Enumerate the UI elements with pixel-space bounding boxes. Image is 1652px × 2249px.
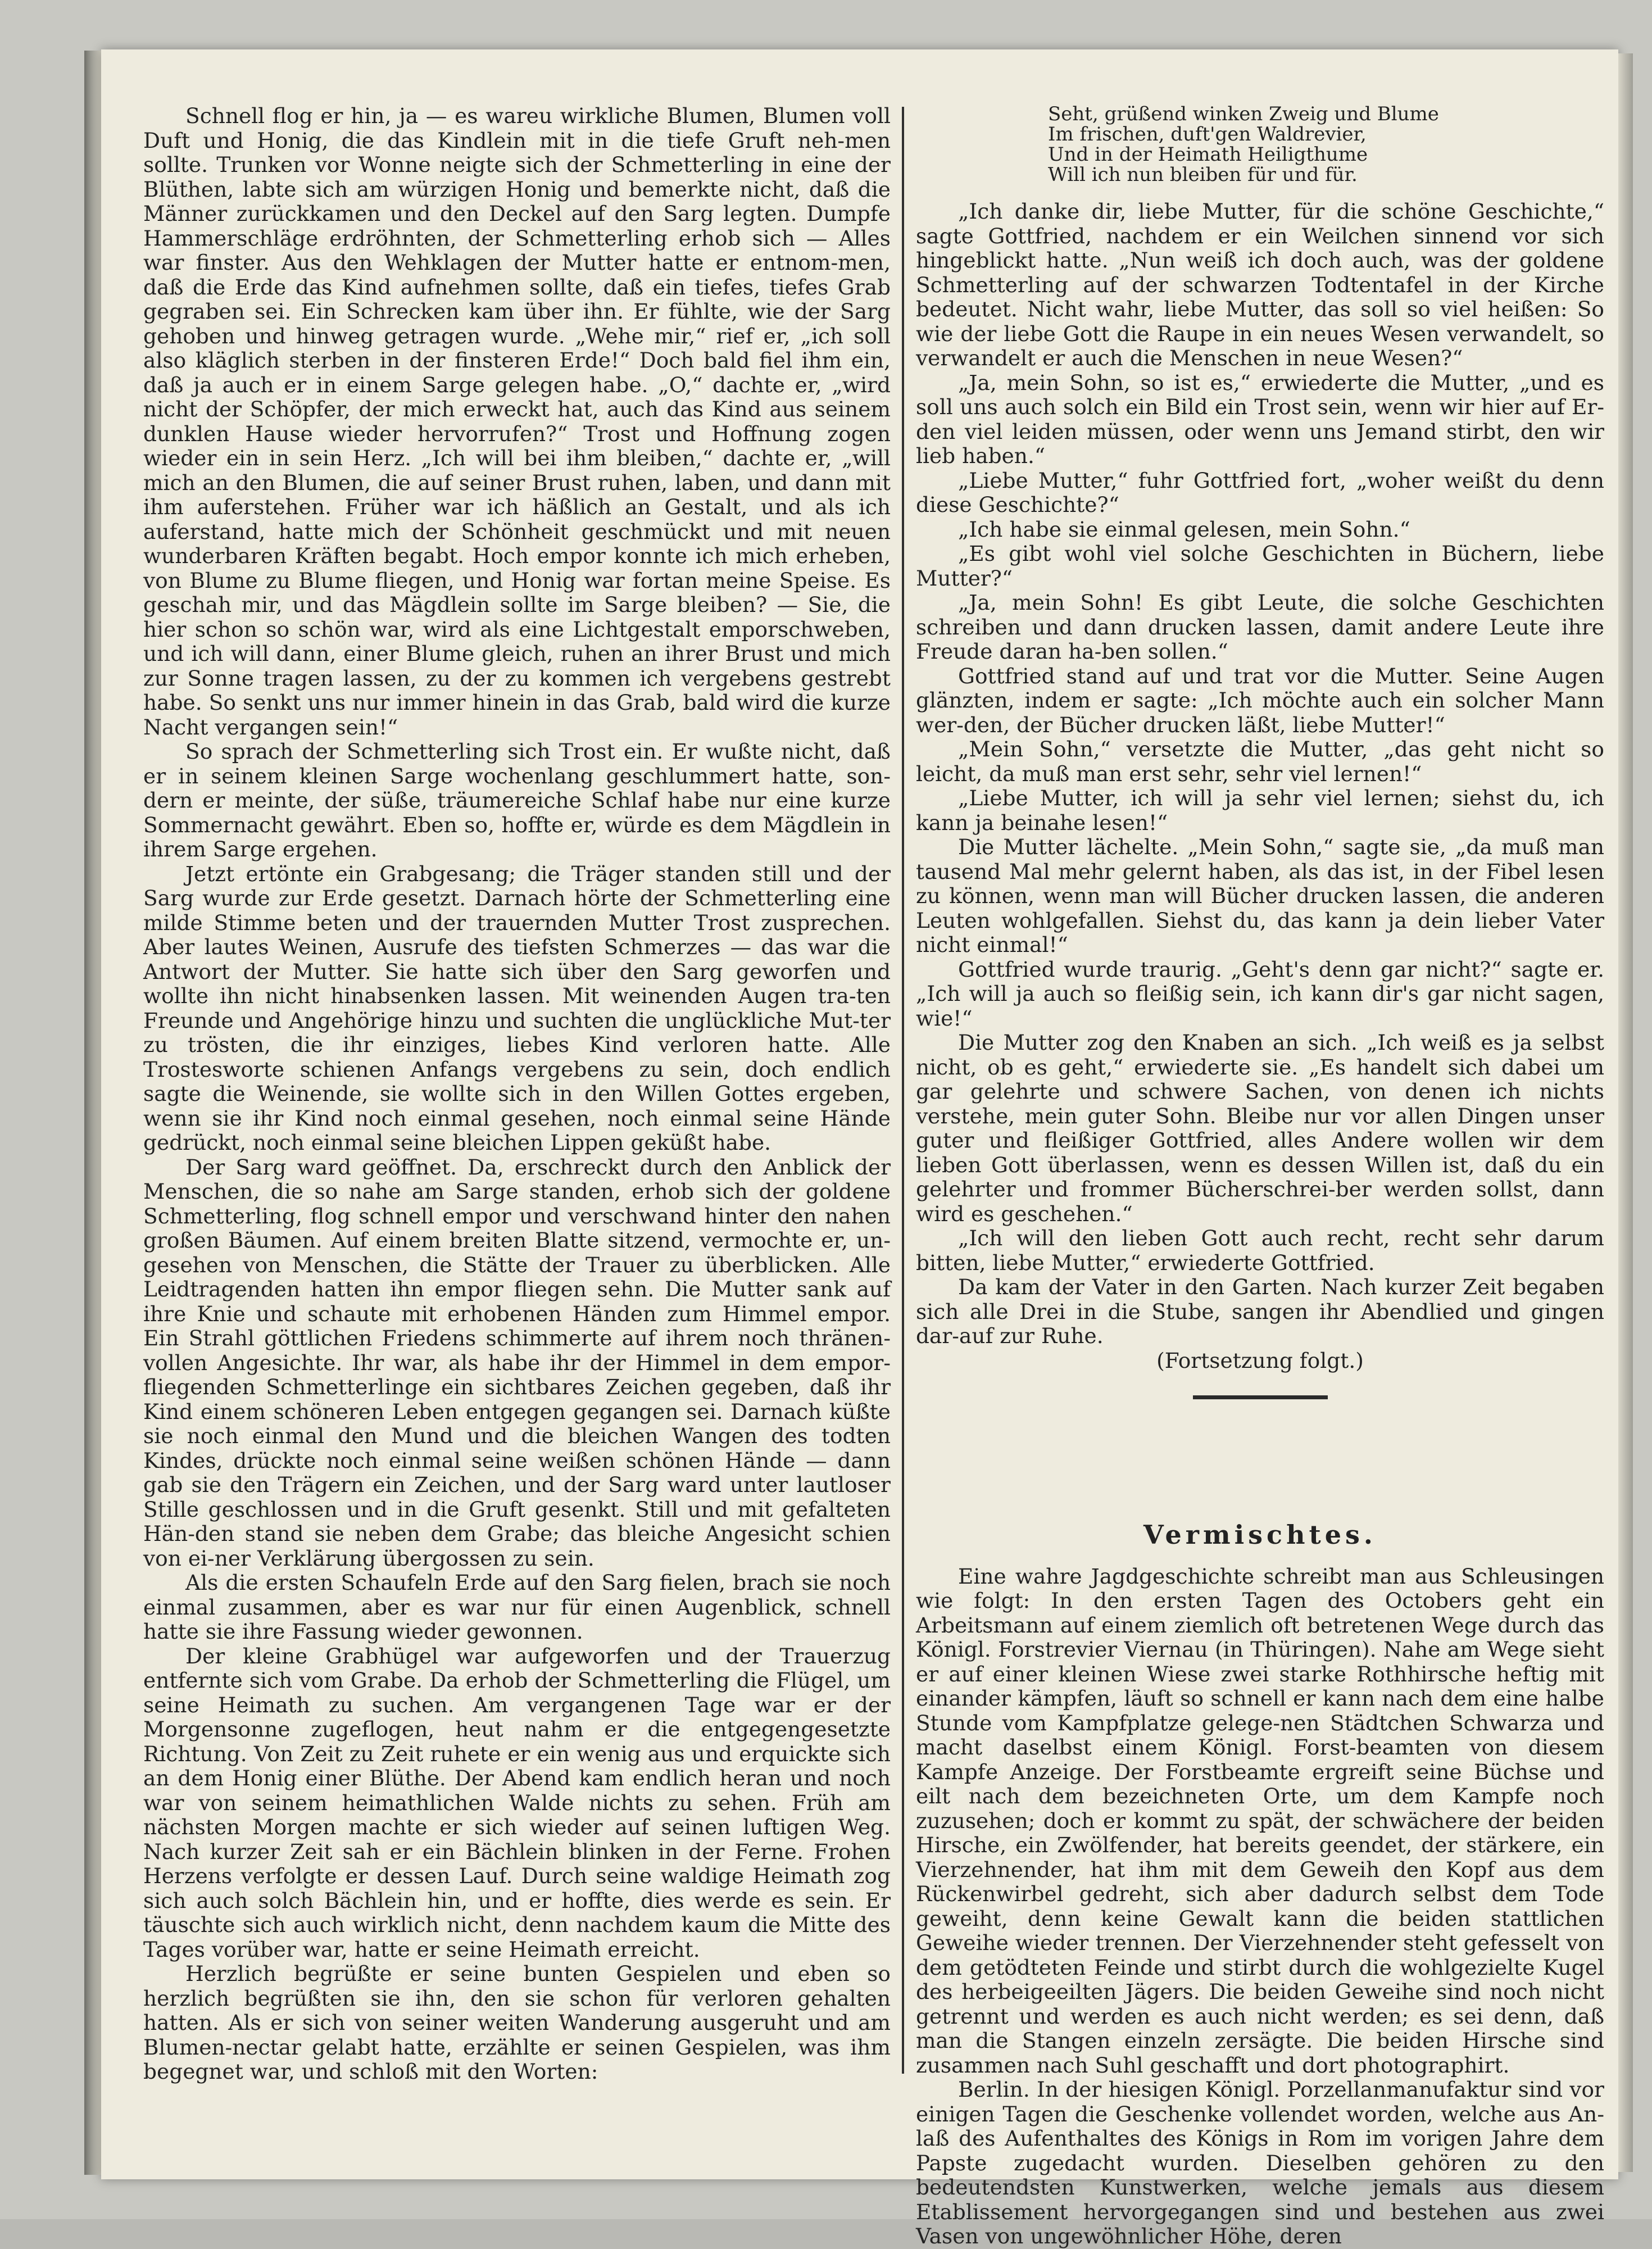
paragraph: „Liebe Mutter,“ fuhr Gottfried fort, „woher weißt du denn diese Geschichte?“ <box>916 468 1604 517</box>
column-divider <box>902 107 904 2074</box>
paragraph: Berlin. In der hiesigen Königl. Porzellanmanufaktur sind vor einigen Tagen die Geschenke vollendet worden, welche aus An-laß des Aufenthaltes des Königs in Rom im vorigen Jahre dem Papste zugedacht wurden. Dieselben gehören zu den bedeutendsten Kunstwerken, welche jemals aus diesem Etablissement hervorgegangen sind und bestehen aus zwei Vasen von ungewöhnlicher Höhe, deren <box>916 2077 1604 2248</box>
paragraph: Der kleine Grabhügel war aufgeworfen und der Trauerzug entfernte sich vom Grabe. Da erhob der Schmetterling die Flügel, um seine Heimath zu suchen. Am vergangenen Tage war er der Morgensonne zugeflogen, heut nahm er die entgegengesetzte Richtung. Von Zeit zu Zeit ruhete er ein wenig aus und erquickte sich an dem Honig einer Blüthe. Der Abend kam endlich heran und noch war von seinem heimathlichen Walde nichts zu sehen. Früh am nächsten Morgen machte er sich wieder auf seinen luftigen Weg. Nach kurzer Zeit sah er ein Bächlein blinken in der Ferne. Frohen Herzens verfolgte er dessen Lauf. Durch seine waldige Heimath zog sich auch solch Bächlein hin, und er hoffte, dies werde es sein. Er täuschte sich auch wirklich nicht, denn nachdem kaum die Mitte des Tages vorüber war, hatte er seine Heimath erreicht. <box>143 1643 891 1962</box>
paragraph: Die Mutter zog den Knaben an sich. „Ich weiß es ja selbst nicht, ob es geht,“ erwiederte sie. „Es handelt sich dabei um gar gelehrte und schwere Sachen, von denen ich nichts verstehe, mein guter Sohn. Bleibe nur vor allen Dingen unser guter und fleißiger Gottfried, alles Andere wollen wir dem lieben Gott überlassen, wenn es dessen Willen ist, daß du ein gelehrter und frommer Bücherschrei-ber werden sollst, dann wird es geschehen.“ <box>916 1030 1604 1226</box>
paragraph: „Ich habe sie einmal gelesen, mein Sohn.“ <box>958 516 1410 542</box>
paragraph: Schnell flog er hin, ja — es wareu wirkliche Blumen, Blumen voll Duft und Honig, die das Kindlein mit in die tiefe Gruft neh-men sollte. Trunken vor Wonne neigte sich der Schmetterling in eine der Blüthen, labte sich am würzigen Honig und bemerkte nicht, daß die Männer zurückkamen und den Deckel auf den Sarg legten. Dumpfe Hammerschläge erdröhnten, der Schmetterling erhob sich — Alles war finster. Aus den Wehklagen der Mutter hatte er entnom-men, daß die Erde das Kind aufnehmen sollte, daß ein tiefes, tiefes Grab gegraben sei. Ein Schrecken kam über ihn. Er fühlte, wie der Sarg gehoben und hinweg getragen wurde. „Wehe mir,“ rief er, „ich soll also kläglich sterben in der finsteren Erde!“ Doch bald fiel ihm ein, daß ja auch er in einem Sarge gelegen habe. „O,“ dachte er, „wird nicht der Schöpfer, der mich erweckt hat, auch das Kind aus seinem dunklen Hause wieder hervorrufen?“ Trost und Hoffnung zogen wieder ein in sein Herz. „Ich will bei ihm bleiben,“ dachte er, „will mich an den Blumen, die auf seiner Brust ruhen, laben, und dann mit ihm auferstehen. Früher war ich häßlich an Gestalt, und als ich auferstand, hatte mich der Schönheit geschmückt und mit neuen wunderbaren Kräften begabt. Hoch empor konnte ich mich erheben, von Blume zu Blume fliegen, und Honig war fortan meine Speise. Es geschah mir, und das Mägdlein sollte im Sarge bleiben? — Sie, die hier schon so schön war, wird als eine Lichtgestalt emporschweben, und ich will dann, einer Blume gleich, ruhen an ihrer Brust und mich zur Sonne tragen lassen, zu der zu kommen ich vergebens gestrebt habe. So senkt uns nur immer hinein in das Grab, bald wird die kurze Nacht vergangen sein!“ <box>143 103 891 740</box>
paragraph: Die Mutter lächelte. „Mein Sohn,“ sagte sie, „da muß man tausend Mal mehr gelernt haben, als das ist, in der Fibel lesen zu können, wenn man will Bücher drucken lassen, die anderen Leuten wohlgefallen. Siehst du, das kann ja dein lieber Vater nicht einmal!“ <box>916 835 1604 957</box>
paragraph: „Es gibt wohl viel solche Geschichten in Büchern, liebe Mutter?“ <box>916 541 1604 591</box>
poem <box>1048 104 1604 185</box>
paragraph: Der Sarg ward geöffnet. Da, erschreckt durch den Anblick der Menschen, die so nahe am Sarge standen, erhob sich der goldene Schmetterling, flog schnell empor und verschwand hinter den nahen großen Bäumen. Auf einem breiten Blatte sitzend, vermochte er, un-gesehen von Menschen, die Stätte der Trauer zu überblicken. Alle Leidtragenden hatten ihn empor fliegen sehn. Die Mutter sank auf ihre Knie und schaute mit erhobenen Händen zum Himmel empor. Ein Strahl göttlichen Friedens schimmerte auf ihrem noch thränen-vollen Angesichte. Ihr war, als habe ihr der Himmel in dem empor-fliegenden Schmetterlinge ein sichtbares Zeichen gegeben, daß ihr Kind einem schöneren Leben entgegen gegangen sei. Darnach küßte sie noch einmal den Mund und die bleichen Wangen des todten Kindes, drückte noch einmal seine weißen schönen Hände — dann gab sie den Trägern ein Zeichen, und der Sarg ward unter lautloser Stille geschlossen und in die Gruft gesenkt. Still und mit gefalteten Hän-den stand sie neben dem Grabe; das bleiche Angesicht schien von ei-ner Verklärung übergossen zu sein. <box>143 1154 891 1571</box>
paragraph: Jetzt ertönte ein Grabgesang; die Träger standen still und der Sarg wurde zur Erde gesetzt. Darnach hörte der Schmetterling eine milde Stimme beten und der trauernden Mutter Trost zusprechen. Aber lautes Weinen, Ausrufe des tiefsten Schmerzes — das war die Antwort der Mutter. Sie hatte sich über den Sarg geworfen und wollte ihn nicht hinabsenken lassen. Mit weinenden Augen tra-ten Freunde und Angehörige hinzu und suchten die unglückliche Mut-ter zu trösten, die ihr einziges, liebes Kind verloren hatte. Alle Trostesworte schienen Anfangs vergebens zu sein, doch endlich sagte die Weinende, sie wollte sich in den Willen Gottes ergeben, wenn sie ihr Kind noch einmal gesehen, noch einmal seine Hände gedrückt, noch einmal seine bleichen Lippen geküßt habe. <box>143 861 891 1155</box>
right-column <box>916 104 1604 2249</box>
left-column <box>143 104 891 2084</box>
section-separator <box>1193 1395 1328 1399</box>
paragraph: „Mein Sohn,“ versetzte die Mutter, „das geht nicht so leicht, da muß man erst sehr, sehr viel lernen!“ <box>916 737 1604 786</box>
page-edge <box>1618 53 1633 2172</box>
paragraph: Da kam der Vater in den Garten. Nach kurzer Zeit begaben sich alle Drei in die Stube, sangen ihr Abendlied und gingen dar-auf zur Ruhe. <box>916 1275 1604 1348</box>
paragraph: So sprach der Schmetterling sich Trost ein. Er wußte nicht, daß er in seinem kleinen Sarge wochenlang geschlummert hatte, son-dern er meinte, der süße, träumereiche Schlaf habe nur eine kurze Sommernacht gewährt. Eben so, hoffte er, würde es dem Mägdlein in ihrem Sarge ergehen. <box>143 739 891 861</box>
paragraph: Gottfried stand auf und trat vor die Mutter. Seine Augen glänzten, indem er sagte: „Ich möchte auch ein solcher Mann wer-den, der Bücher drucken läßt, liebe Mutter!“ <box>916 663 1604 737</box>
poem-line: Seht, grüßend winken Zweig und Blume <box>1048 103 1439 125</box>
poem-line: Und in der Heimath Heiligthume <box>1048 143 1368 166</box>
paragraph: Als die ersten Schaufeln Erde auf den Sarg fielen, brach sie noch einmal zusammen, aber es war nur für einen Augenblick, schnell hatte sie ihre Fassung wieder gewonnen. <box>143 1570 891 1644</box>
poem-line: Will ich nun bleiben für und für. <box>1048 164 1358 186</box>
continuation-note: (Fortsetzung folgt.) <box>1156 1348 1364 1373</box>
poem-line: Im frischen, duft'gen Waldrevier, <box>1048 123 1367 146</box>
book-spine <box>84 51 101 2175</box>
paragraph: Herzlich begrüßte er seine bunten Gespielen und eben so herzlich begrüßten sie ihn, den sie schon für verloren gehalten hatten. Als er sich von seiner weiten Wanderung ausgeruht und am Blumen-nectar gelabt hatte, erzählte er seinen Gespielen, was ihm begegnet war, und schloß mit den Worten: <box>143 1961 891 2084</box>
paragraph: „Ich will den lieben Gott auch recht, recht sehr darum bitten, liebe Mutter,“ erwiederte Gottfried. <box>916 1226 1604 1275</box>
paragraph: „Ja, mein Sohn! Es gibt Leute, die solche Geschichten schreiben und dann drucken lassen, damit andere Leute ihre Freude daran ha-ben sollen.“ <box>916 590 1604 664</box>
section-title: Vermischtes. <box>1143 1520 1377 1550</box>
paragraph: „Ja, mein Sohn, so ist es,“ erwiederte die Mutter, „und es soll uns auch solch ein Bild ein Trost sein, wenn wir hier auf Er-den viel leiden müssen, oder wenn uns Jemand stirbt, den wir lieb haben.“ <box>916 370 1604 468</box>
paragraph: „Liebe Mutter, ich will ja sehr viel lernen; siehst du, ich kann ja beinahe lesen!“ <box>916 786 1604 835</box>
paragraph: Eine wahre Jagdgeschichte schreibt man aus Schleusingen wie folgt: In den ersten Tagen des Octobers geht ein Arbeitsmann auf einem ziemlich oft betretenen Wege durch das Königl. Forstrevier Viernau (in Thüringen). Nahe am Wege sieht er auf einer kleinen Wiese zwei starke Rothhirsche heftig mit einander kämpfen, läuft so schnell er kann nach dem eine halbe Stunde vom Kampfplatze gelege-nen Städtchen Schwarza und macht daselbst einem Königl. Forst-beamten von diesem Kampfe Anzeige. Der Forstbeamte ergreift seine Büchse und eilt nach dem bezeichneten Orte, um dem Kampfe noch zuzusehen; doch er kommt zu spät, der schwächere der beiden Hirsche, ein Zwölfender, hat bereits geendet, der stärkere, ein Vierzehnender, hat ihm mit dem Geweih den Kopf aus dem Rückenwirbel gedreht, sich aber dadurch selbst dem Tode geweiht, denn keine Gewalt kann die beiden stattlichen Geweihe wieder trennen. Der Vierzehnender steht gefesselt von dem getödteten Feinde und stirbt durch die wohlgezielte Kugel des herbeigeeilten Jägers. Die beiden Geweihe sind noch nicht getrennt und werden es auch nicht werden; es sei denn, daß man die Stangen einzeln zersägte. Die beiden Hirsche sind zusammen nach Suhl geschafft und dort photographirt. <box>916 1563 1604 2078</box>
paragraph: Gottfried wurde traurig. „Geht's denn gar nicht?“ sagte er. „Ich will ja auch so fleißig sein, ich kann dir's gar nicht sagen, wie!“ <box>916 956 1604 1031</box>
paragraph: „Ich danke dir, liebe Mutter, für die schöne Geschichte,“ sagte Gottfried, nachdem er ein Weilchen sinnend vor sich hingeblickt hatte. „Nun weiß ich doch auch, was der goldene Schmetterling auf der schwarzen Todtentafel in der Kirche bedeutet. Nicht wahr, liebe Mutter, das soll so viel heißen: So wie der liebe Gott die Raupe in ein neues Wesen verwandelt, so verwandelt er auch die Menschen in neue Wesen?“ <box>916 199 1604 370</box>
